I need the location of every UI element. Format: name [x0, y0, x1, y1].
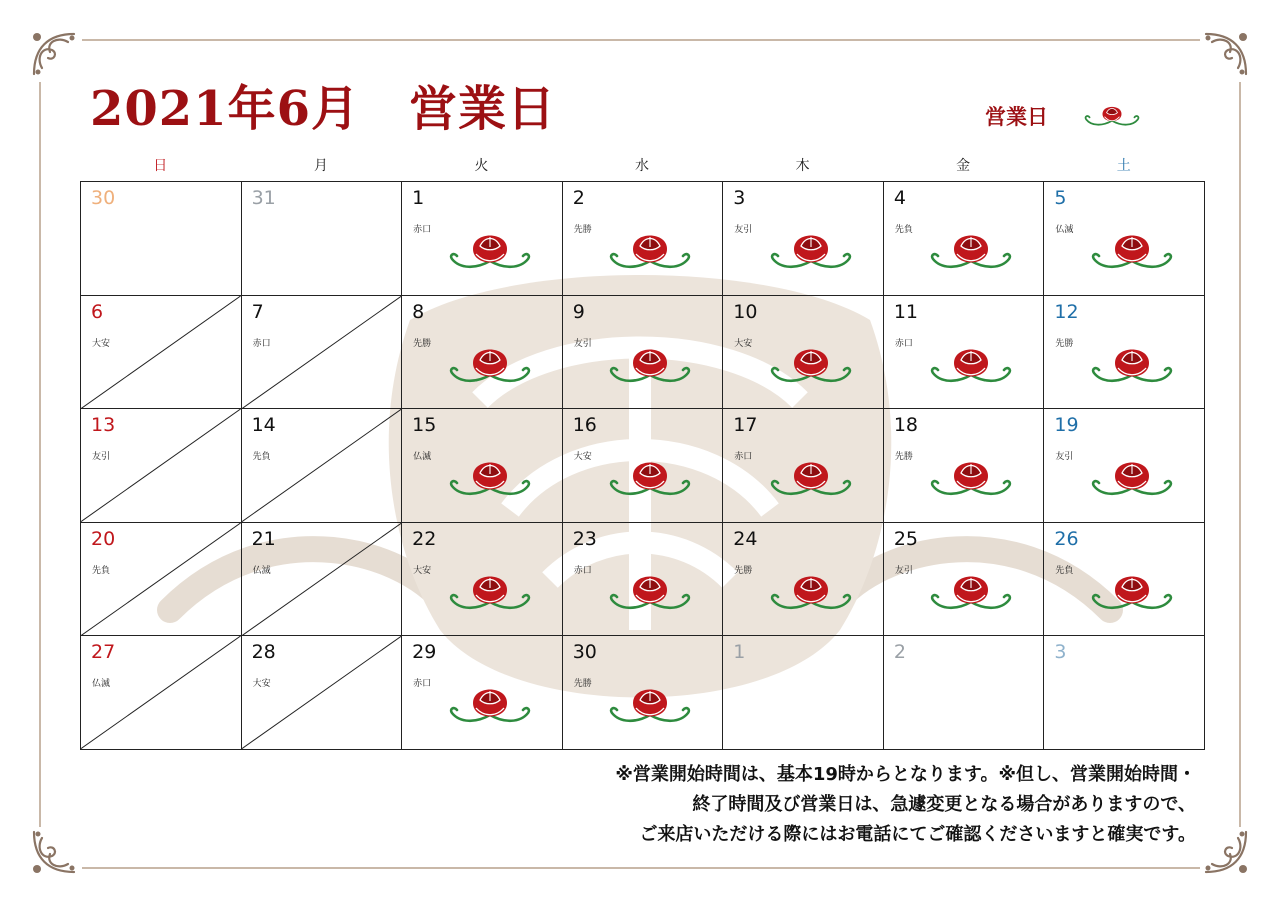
calendar-day-cell: [402, 409, 563, 523]
note-line-3: ご来店いただける際にはお電話にてご確認くださいますと確実です。: [639, 824, 1196, 845]
rose-icon: [1082, 99, 1142, 133]
day-number: 19: [1054, 414, 1079, 437]
day-number: 10: [733, 300, 758, 323]
frame-border-top: [82, 39, 1200, 41]
day-number: 31: [251, 187, 276, 209]
calendar-day-cell: [884, 523, 1045, 637]
rose-icon: [446, 454, 534, 504]
rose-icon: [606, 454, 694, 504]
rose-icon: [927, 227, 1015, 277]
calendar-day-cell: [563, 182, 724, 296]
calendar-day-cell: [402, 182, 563, 296]
day-number: 7: [251, 300, 264, 323]
rokuyo-label: 先勝: [413, 338, 432, 349]
rose-icon: [606, 681, 694, 731]
day-number: 30: [91, 187, 116, 209]
day-number: 8: [412, 300, 425, 323]
rokuyo-label: 先負: [894, 225, 913, 235]
rose-icon: [446, 227, 534, 277]
calendar-day-cell: [563, 636, 724, 750]
weekday-label: 金: [956, 158, 971, 174]
day-number: 20: [91, 527, 116, 550]
frame-border-right: [1239, 82, 1241, 827]
rokuyo-label: 大安: [734, 338, 753, 349]
day-number: 25: [893, 527, 919, 550]
calendar-day-cell: [242, 182, 403, 296]
weekday-label: 日: [153, 158, 168, 174]
calendar-day-cell: [884, 296, 1045, 410]
note-line-2: 終了時間及び営業日は、急遽変更となる場合がありますので、: [692, 794, 1196, 815]
corner-ornament-icon: [1200, 826, 1252, 878]
rose-icon: [606, 227, 694, 277]
rose-icon: [927, 568, 1015, 618]
frame-border-bottom: [82, 867, 1200, 869]
calendar-day-cell: [723, 409, 884, 523]
day-number: 14: [251, 414, 276, 437]
day-number: 5: [1054, 187, 1067, 209]
rokuyo-label: 先負: [1055, 565, 1074, 576]
rokuyo-label: 先負: [92, 565, 111, 576]
note-line-1: ※営業開始時間は、基本19時からとなります。※但し、営業開始時間・: [615, 764, 1196, 785]
rokuyo-label: 友引: [573, 338, 592, 349]
rokuyo-label: 仏滅: [1055, 225, 1074, 235]
legend: [985, 96, 1142, 136]
rokuyo-label: 先勝: [573, 679, 592, 690]
rose-icon: [606, 341, 694, 391]
calendar-day-cell: [81, 296, 242, 410]
calendar-day-cell: [242, 523, 403, 637]
calendar-day-cell: [723, 523, 884, 637]
rose-icon: [446, 681, 534, 731]
rose-icon: [927, 454, 1015, 504]
calendar-day-cell: [563, 523, 724, 637]
calendar-grid: [80, 181, 1205, 750]
day-number: 22: [412, 527, 437, 550]
day-number: 13: [91, 414, 116, 437]
calendar-day-cell: [402, 296, 563, 410]
calendar-day-cell: [884, 182, 1045, 296]
rose-icon: [767, 454, 855, 504]
rokuyo-label: 大安: [413, 565, 432, 576]
day-number: 6: [91, 300, 104, 323]
day-number: 12: [1054, 300, 1079, 323]
rose-icon: [1088, 341, 1176, 391]
calendar-day-cell: [563, 296, 724, 410]
day-number: 1: [412, 187, 425, 209]
day-number: 3: [1054, 641, 1067, 664]
rose-icon: [606, 568, 694, 618]
rokuyo-label: 赤口: [573, 565, 592, 576]
calendar-day-cell: [884, 409, 1045, 523]
rokuyo-label: 先勝: [573, 225, 592, 235]
day-number: 17: [733, 414, 758, 437]
frame-border-left: [39, 82, 41, 827]
calendar-day-cell: [563, 409, 724, 523]
calendar-day-cell: [723, 182, 884, 296]
rose-icon: [446, 341, 534, 391]
day-number: 15: [412, 414, 437, 437]
day-number: 21: [251, 527, 276, 550]
calendar-day-cell: [242, 296, 403, 410]
rokuyo-label: 赤口: [413, 679, 432, 690]
weekday-header: [80, 155, 1204, 177]
rose-icon: [767, 568, 855, 618]
day-number: 3: [733, 187, 746, 209]
weekday-label: 火: [474, 158, 489, 174]
rose-icon: [927, 341, 1015, 391]
rokuyo-label: 赤口: [252, 338, 271, 349]
rokuyo-label: 先勝: [1055, 338, 1074, 349]
rokuyo-label: 先負: [252, 452, 271, 463]
calendar-day-cell: [81, 523, 242, 637]
calendar-day-cell: [1044, 296, 1205, 410]
day-number: 16: [572, 414, 597, 437]
day-number: 30: [572, 641, 597, 664]
calendar-day-cell: [1044, 182, 1205, 296]
day-number: 18: [893, 414, 919, 437]
rokuyo-label: 先勝: [894, 452, 913, 463]
calendar-day-cell: [723, 296, 884, 410]
rose-icon: [767, 227, 855, 277]
day-number: 1: [733, 641, 746, 664]
rokuyo-label: 仏滅: [413, 452, 432, 463]
corner-ornament-icon: [1200, 28, 1252, 80]
calendar-day-cell: [81, 409, 242, 523]
rose-icon: [1088, 454, 1176, 504]
corner-ornament-icon: [28, 28, 80, 80]
day-number: 4: [893, 187, 906, 209]
calendar-day-cell: [723, 636, 884, 750]
rose-icon: [1088, 227, 1176, 277]
rokuyo-label: 赤口: [894, 338, 913, 349]
calendar-day-cell: [402, 636, 563, 750]
calendar-day-cell: [81, 182, 242, 296]
rokuyo-label: 赤口: [734, 452, 753, 463]
weekday-label: 水: [634, 158, 649, 174]
legend-label: 営業日: [985, 104, 1048, 129]
calendar-day-cell: [81, 636, 242, 750]
rokuyo-label: 友引: [734, 225, 753, 235]
day-number: 26: [1054, 527, 1079, 550]
day-number: 24: [733, 527, 758, 550]
day-number: 29: [412, 641, 437, 664]
business-hours-note: [396, 760, 1196, 850]
day-number: 27: [91, 641, 116, 664]
closed-day-slash: [81, 296, 241, 409]
day-number: 9: [572, 300, 585, 323]
rokuyo-label: 友引: [1055, 452, 1074, 463]
rokuyo-label: 友引: [92, 452, 111, 463]
rokuyo-label: 大安: [252, 679, 271, 690]
day-number: 2: [572, 187, 585, 209]
calendar-day-cell: [242, 409, 403, 523]
day-number: 11: [893, 300, 919, 323]
calendar-day-cell: [402, 523, 563, 637]
weekday-label: 木: [795, 158, 810, 174]
calendar-day-cell: [1044, 636, 1205, 750]
day-number: 23: [572, 527, 597, 550]
rose-icon: [1088, 568, 1176, 618]
rokuyo-label: 仏滅: [252, 565, 271, 576]
page-title: 2021年6月 営業日: [90, 81, 556, 137]
rokuyo-label: 友引: [894, 565, 913, 576]
rokuyo-label: 仏滅: [92, 679, 111, 690]
calendar-day-cell: [1044, 409, 1205, 523]
calendar-day-cell: [242, 636, 403, 750]
weekday-label: 月: [313, 158, 328, 174]
rose-icon: [446, 568, 534, 618]
rose-icon: [767, 341, 855, 391]
calendar-day-cell: [884, 636, 1045, 750]
calendar-day-cell: [1044, 523, 1205, 637]
rokuyo-label: 大安: [92, 338, 111, 349]
rokuyo-label: 先勝: [734, 565, 753, 576]
day-number: 28: [251, 641, 276, 664]
rokuyo-label: 赤口: [413, 225, 432, 235]
corner-ornament-icon: [28, 826, 80, 878]
closed-day-slash: [242, 296, 402, 409]
rokuyo-label: 大安: [573, 452, 592, 463]
day-number: 2: [893, 641, 906, 664]
weekday-label: 土: [1116, 158, 1131, 174]
